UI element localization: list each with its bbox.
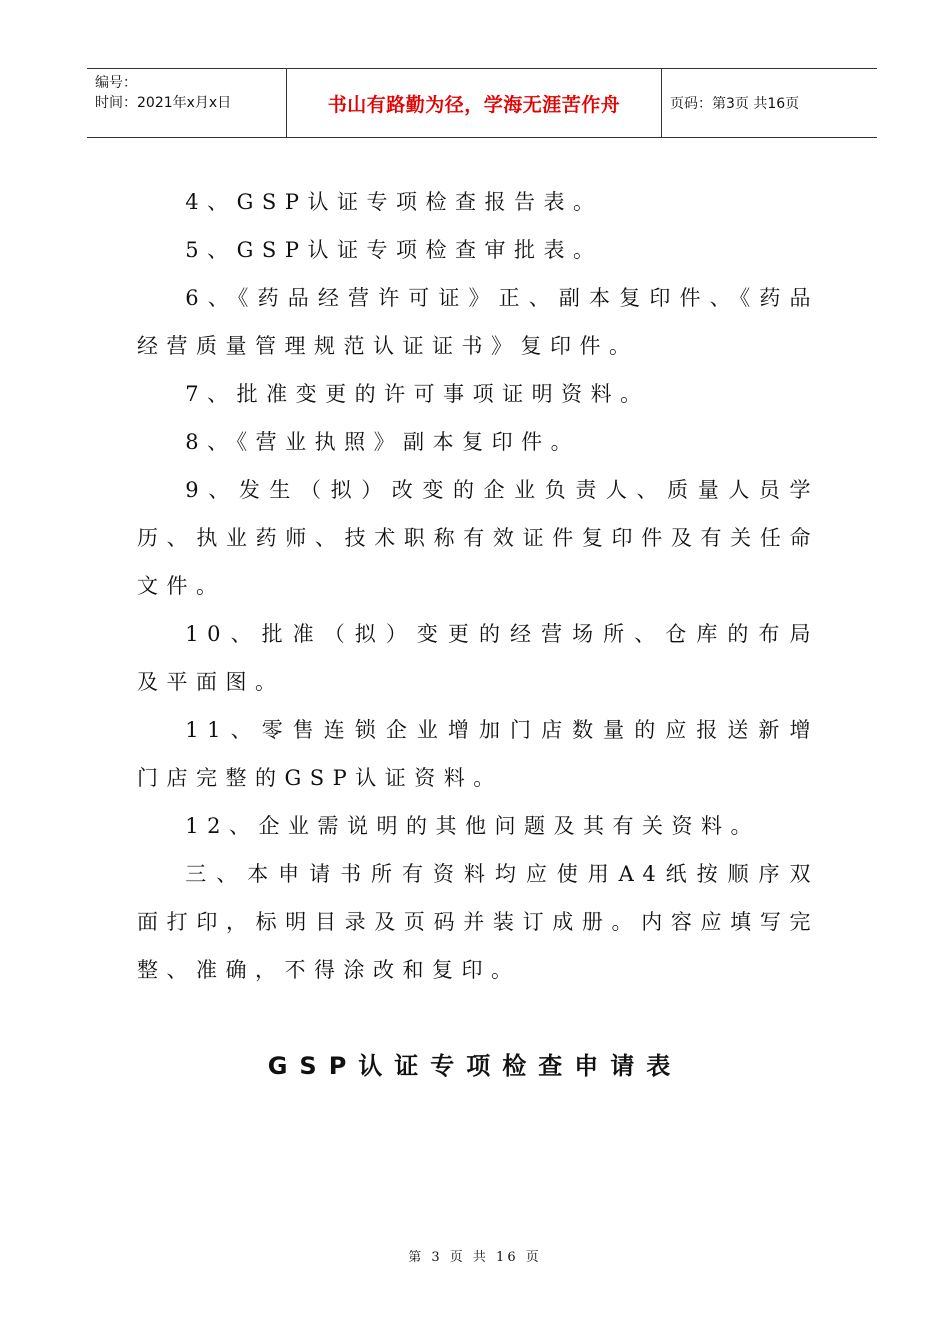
- list-item-7: 7、批准变更的许可事项证明资料。: [185, 382, 650, 406]
- list-item-5: 5、GSP认证专项检查审批表。: [185, 238, 603, 262]
- number-label: 编号：: [95, 75, 137, 91]
- time-label: 时间：2021年x月x日: [95, 95, 232, 111]
- header-motto: 书山有路勤为径，学海无涯苦作舟: [287, 69, 662, 137]
- list-item-12: 12、企业需说明的其他问题及其有关资料。: [185, 814, 761, 838]
- section-three-note: 三、本申请书所有资料均应使用A4纸按顺序双面打印，标明目录及页码并装订成册。内容应填写完整、准确，不得涂改和复印。: [137, 862, 819, 982]
- list-item-4: 4、GSP认证专项检查报告表。: [185, 190, 603, 214]
- page-footer: 第 3 页 共 16 页: [408, 1250, 542, 1265]
- header-page-info: 页码：第3页 共16页: [670, 96, 800, 112]
- list-item-6: 6、《药品经营许可证》正、副本复印件、《药品经营质量管理规范认证证书》复印件。: [137, 286, 819, 358]
- list-item-10: 10、批准（拟）变更的经营场所、仓库的布局及平面图。: [137, 622, 819, 694]
- document-body: [137, 178, 819, 994]
- form-title: GSP认证专项检查申请表: [267, 1052, 683, 1080]
- list-item-8: 8、《营业执照》副本复印件。: [185, 430, 581, 454]
- header-meta: [87, 69, 287, 137]
- page-header: [87, 68, 877, 138]
- list-item-9: 9、发生（拟）改变的企业负责人、质量人员学历、执业药师、技术职称有效证件复印件及有关任命文件。: [137, 478, 819, 598]
- list-item-11: 11、零售连锁企业增加门店数量的应报送新增门店完整的GSP认证资料。: [137, 718, 819, 790]
